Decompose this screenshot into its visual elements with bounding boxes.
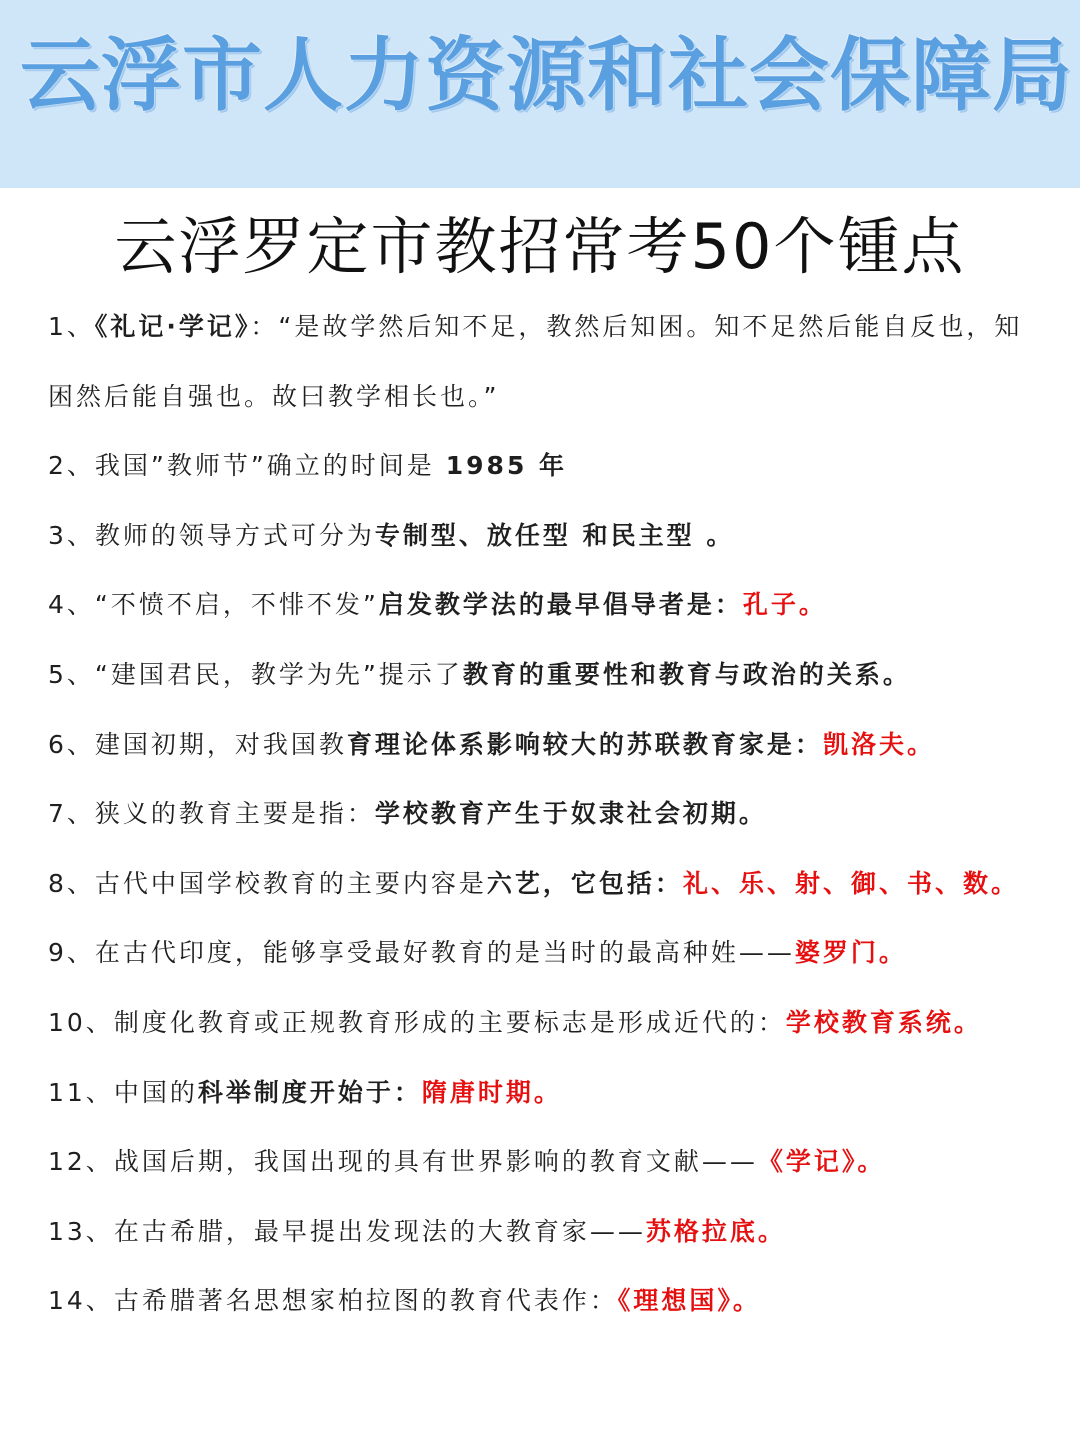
item-answer: 婆罗门。 [794, 938, 907, 968]
list-item-6 [48, 710, 1048, 780]
list-item-2 [48, 431, 1048, 501]
list-item-13 [48, 1197, 1048, 1267]
item-answer: 孔子。 [742, 590, 827, 620]
item-number: 14、 [48, 1286, 114, 1316]
header-banner [0, 0, 1080, 188]
list-item-8 [48, 849, 1048, 919]
item-number: 2、 [48, 451, 95, 481]
item-text: 在古希腊，最早提出发现法的大教育家—— [113, 1216, 646, 1246]
item-number: 10、 [48, 1007, 114, 1037]
list-item-9 [48, 918, 1048, 988]
item-answer: 礼、乐、射、御、书、数。 [682, 868, 1019, 898]
item-text: “不愤不启，不悱不发” [94, 590, 379, 620]
item-emphasis: 启发教学法的最早倡导者是： [378, 590, 743, 620]
item-number: 3、 [48, 520, 95, 550]
list-item-1 [48, 292, 1048, 431]
item-emphasis: 学校教育产生于奴隶社会初期。 [374, 799, 767, 829]
item-answer: 《学记》。 [757, 1147, 886, 1177]
list-item-5 [48, 640, 1048, 710]
item-text: 战国后期，我国出现的具有世界影响的教育文献—— [113, 1147, 758, 1177]
item-answer: 学校教育系统。 [785, 1007, 982, 1037]
item-number: 11、 [48, 1077, 114, 1107]
list-item-10 [48, 988, 1048, 1058]
list-item-3 [48, 501, 1048, 571]
item-number: 13、 [48, 1216, 114, 1246]
list-item-11 [48, 1058, 1048, 1128]
item-emphasis: 教育的重要性和教育与政治的关系。 [462, 659, 911, 689]
item-number: 8、 [48, 868, 95, 898]
item-number: 1、 [48, 312, 95, 341]
item-text: 狭义的教育主要是指： [94, 799, 375, 829]
item-emphasis: 1985 年 [445, 451, 568, 481]
item-emphasis: 六艺，它包括： [486, 868, 683, 898]
item-emphasis: 科举制度开始于： [197, 1077, 422, 1107]
banner-title: 云浮市人力资源和社会保障局 [20, 29, 1073, 122]
item-emphasis: 专制型、放任型 和民主型 。 [374, 520, 735, 550]
item-text: ：“是故学然后知不足，教然后知困。知不足然后能自反也，知困然后能自强也。故曰教学相长也。” [48, 312, 1023, 411]
item-text: 建国初期，对我国教 [94, 729, 347, 759]
list-item-4 [48, 570, 1048, 640]
item-answer: 苏格拉底。 [645, 1216, 786, 1246]
item-text: 教师的领导方式可分为 [94, 520, 375, 550]
item-number: 6、 [48, 729, 95, 759]
item-text: 我国”教师节”确立的时间是 [94, 451, 446, 481]
item-answer: 隋唐时期。 [421, 1077, 562, 1107]
item-number: 7、 [48, 799, 95, 829]
points-list [48, 292, 1048, 1440]
item-answer: 凯洛夫。 [822, 729, 935, 759]
item-text: 在古代印度，能够享受最好教育的是当时的最高种姓—— [94, 938, 795, 968]
item-text: 古希腊著名思想家柏拉图的教育代表作： [113, 1286, 618, 1316]
item-emphasis: 育理论体系影响较大的苏联教育家是： [346, 729, 823, 759]
item-text: 中国的 [113, 1077, 198, 1107]
item-text: 制度化教育或正规教育形成的主要标志是形成近代的： [113, 1007, 786, 1037]
item-answer: 《理想国》。 [617, 1286, 761, 1316]
item-text: 古代中国学校教育的主要内容是 [94, 868, 487, 898]
item-number: 4、 [48, 590, 95, 620]
item-number: 9、 [48, 938, 95, 968]
item-number: 12、 [48, 1147, 114, 1177]
list-item-12 [48, 1127, 1048, 1197]
item-number: 5、 [48, 659, 95, 689]
item-text: “建国君民，教学为先”提示了 [94, 659, 463, 689]
list-item-7 [48, 779, 1048, 849]
page-title: 云浮罗定市教招常考50个锺点 [114, 210, 966, 283]
list-item-14 [48, 1266, 1048, 1336]
item-source: 《礼记·学记》 [94, 312, 251, 341]
